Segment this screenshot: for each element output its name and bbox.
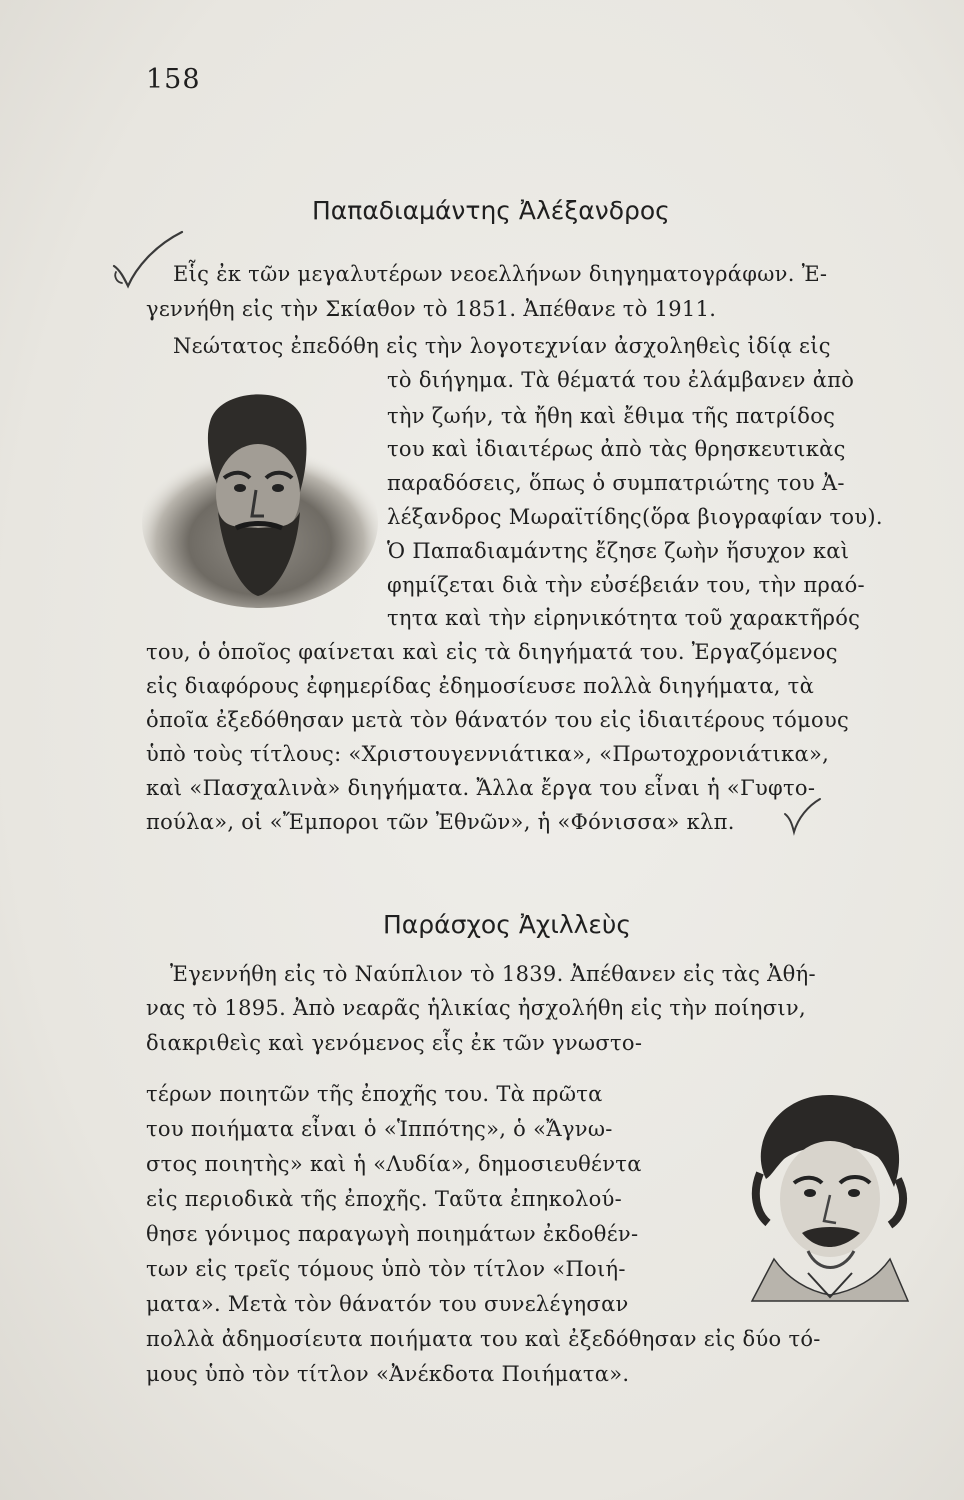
text-line: Ἐγεννήθη εἰς τὸ Ναύπλιον τὸ 1839. Ἀπέθανεν εἰς τὰς Ἀθή- <box>170 962 816 986</box>
text-line: τὸ διήγημα. Τὰ θέματά του ἐλάμβανεν ἀπὸ <box>387 368 855 392</box>
text-line: λέξανδρος Μωραϊτίδης(ὅρα βιογραφίαν του). <box>387 505 883 529</box>
text-line: Νεώτατος ἐπεδόθη εἰς τὴν λογοτεχνίαν ἀσχοληθεὶς ἰδίᾳ εἰς <box>173 334 831 358</box>
entry-title-paraschos: Παράσχος Ἀχιλλεὺς <box>383 910 632 939</box>
text-line: πούλα», οἱ «Ἔμποροι τῶν Ἐθνῶν», ἡ «Φόνισσα» κλπ. <box>146 810 735 834</box>
text-line: μους ὑπὸ τὸν τίτλον «Ἀνέκδοτα Ποιήματα». <box>146 1362 630 1386</box>
handwritten-check-mark-icon <box>782 796 822 836</box>
text-line: εἰς διαφόρους ἐφημερίδας ἐδημοσίευσε πολλὰ διηγήματα, τὰ <box>146 674 815 698</box>
text-line: παραδόσεις, ὅπως ὁ συμπατριώτης του Ἀ- <box>387 471 845 495</box>
portrait-paraschos <box>738 1083 916 1303</box>
text-line: εἰς περιοδικὰ τῆς ἐποχῆς. Ταῦτα ἐπηκολού- <box>146 1187 623 1211</box>
text-line: τέρων ποιητῶν τῆς ἐποχῆς του. Τὰ πρῶτα <box>146 1082 603 1106</box>
text-line: στος ποιητὴς» καὶ ἡ «Λυδία», δημοσιευθέντα <box>146 1152 642 1176</box>
page-number: 158 <box>146 64 201 95</box>
text-line: ὑπὸ τοὺς τίτλους: «Χριστουγεννιάτικα», «Πρωτοχρονιάτικα», <box>146 742 830 766</box>
text-line: τητα καὶ τὴν εἰρηνικότητα τοῦ χαρακτῆρός <box>387 606 861 630</box>
text-line: των εἰς τρεῖς τόμους ὑπὸ τὸν τίτλον «Ποιή- <box>146 1257 626 1281</box>
text-line: του, ὁ ὁποῖος φαίνεται καὶ εἰς τὰ διηγήματά του. Ἐργαζόμενος <box>146 640 838 664</box>
text-line: Εἷς ἐκ τῶν μεγαλυτέρων νεοελλήνων διηγηματογράφων. Ἐ- <box>173 262 828 286</box>
text-line: διακριθεὶς καὶ γενόμενος εἷς ἐκ τῶν γνωστο- <box>146 1031 643 1055</box>
text-line: τὴν ζωήν, τὰ ἤθη καὶ ἔθιμα τῆς πατρίδος <box>387 404 836 428</box>
text-line: ματα». Μετὰ τὸν θάνατόν του συνελέγησαν <box>146 1292 629 1316</box>
text-line: νας τὸ 1895. Ἀπὸ νεαρᾶς ἡλικίας ἠσχολήθη εἰς τὴν ποίησιν, <box>146 996 806 1020</box>
text-line: καὶ «Πασχαλινὰ» διηγήματα. Ἄλλα ἔργα του εἶναι ἡ «Γυφτο- <box>146 776 816 800</box>
portrait-papadiamantis <box>140 382 380 610</box>
entry-title-papadiamantis: Παπαδιαμάντης Ἀλέξανδρος <box>312 196 670 225</box>
text-line: φημίζεται διὰ τὴν εὐσέβειάν του, τὴν πραό- <box>387 573 865 597</box>
text-line: του καὶ ἰδιαιτέρως ἀπὸ τὰς θρησκευτικὰς <box>387 437 846 461</box>
text-line: Ὁ Παπαδιαμάντης ἔζησε ζωὴν ἥσυχον καὶ <box>387 539 850 563</box>
text-line: του ποιήματα εἶναι ὁ «Ἱππότης», ὁ «Ἄγνω- <box>146 1117 613 1141</box>
text-line: πολλὰ ἀδημοσίευτα ποιήματα του καὶ ἐξεδόθησαν εἰς δύο τό- <box>146 1327 821 1351</box>
text-line: θησε γόνιμος παραγωγὴ ποιημάτων ἐκδοθέν- <box>146 1222 639 1246</box>
text-line: ὁποῖα ἐξεδόθησαν μετὰ τὸν θάνατόν του εἰς ἰδιαιτέρους τόμους <box>146 708 850 732</box>
text-line: γεννήθη εἰς τὴν Σκίαθον τὸ 1851. Ἀπέθανε τὸ 1911. <box>146 297 717 321</box>
